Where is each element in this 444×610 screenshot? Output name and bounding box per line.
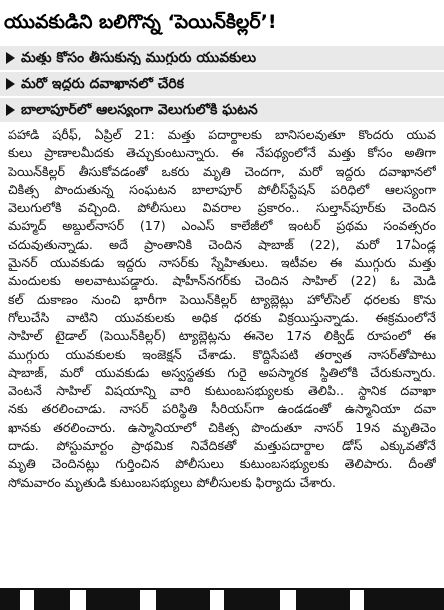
body-line: మృతి చెందినట్లు గుర్తించిన పోలీసులు కుటుంబసభ్యులకు తెలిపారు. దీంతో	[8, 456, 436, 472]
bullet-triangle-icon	[6, 52, 15, 64]
body-line: కల్ దుకాణం నుంచి భారీగా పెయిన్‌కిల్లర్ ట్యాబ్లెట్లు హోల్‌సెల్ ధరలకు కొను	[8, 291, 436, 307]
body-line: దాడు. పోస్టుమార్టం ప్రాథమిక నివేదికతో మత్తుపదార్థాల డోస్ ఎక్కువతోనే	[8, 438, 436, 454]
body-line: ముగ్గురు యువకులకు ఇంజెక్షన్ చేశాడు. కొద్దిసేపటి తర్వాత నాసర్‌తోపాటు	[8, 346, 436, 362]
body-line: పెయిన్‌కిల్లర్ తీసుకోవడంతో ఒకరు మృతి చెందగా, మరో ఇద్దరు దవాఖానలో	[8, 163, 436, 179]
bullet-text: మరో ఇద్దరు దవాఖానలో చేరిక	[21, 77, 185, 91]
article-body	[8, 126, 436, 566]
body-line: గోలుచేసి వాటిని యువకులకు అధిక ధరకు విక్రయిస్తున్నాడు. ఈక్రమంలోనే	[8, 309, 436, 325]
bullet-text: బాలాపూర్‌లో ఆలస్యంగా వెలుగులోకి ఘటన	[21, 103, 258, 117]
headline: యువకుడిని బలిగొన్న ‘పెయిన్‌కిల్లర్’!	[4, 10, 277, 33]
body-line: షాబాజ్, మరో యువకుడు అస్వస్థతకు గురై అపస్మారక స్థితిలోకి చేరుకున్నారు.	[8, 364, 436, 380]
body-line: వెలుగులోకి వచ్చింది. పోలీసులు వివరాల ప్రకారం.. సుల్తాన్‌పూర్‌కు చెందిన	[8, 200, 436, 216]
bullet-text: మత్తు కోసం తీసుకున్న ముగ్గురు యువకులు	[21, 51, 257, 65]
body-line: సాహిల్ టైడాల్ (పెయిన్‌కిల్లర్) ట్యాబ్లెట్లను ఈనెల 17న లిక్విడ్ రూపంలో ఈ	[8, 328, 436, 344]
body-line: నకు తరలించాడు. నాసర్ పరిస్థితి సీరియస్‌గా ఉండడంతో ఉస్మానియా దవా	[8, 401, 436, 417]
next-article-banner-edge	[0, 588, 444, 610]
banner-glyph-fragment	[210, 590, 224, 610]
body-line: కులు ప్రాణాలమీదకు తెచ్చుకుంటున్నారు. ఈ నేపథ్యంలోనే మత్తు కోసం అతిగా	[8, 145, 436, 161]
body-line: మహ్మద్ అబ్దుల్‌నాసర్ (17) ఎంఎస్ కాలేజీలో ఇంటర్ ప్రథమ సంవత్సరం	[8, 218, 436, 234]
body-line: చికిత్స పొందుతున్న సంఘటన బాలాపూర్ పోలీస్‌స్టేషన్ పరిధిలో ఆలస్యంగా	[8, 181, 436, 197]
banner-glyph-fragment	[140, 590, 156, 610]
banner-glyph-fragment	[70, 590, 86, 610]
body-line: వెంటనే సాహిల్ విషయాన్ని వారి కుటుంబసభ్యులకు తెలిపి.. స్థానిక దవాఖా	[8, 383, 436, 399]
body-line: చదువుతున్నాడు. అదే ప్రాంతానికి చెందిన షాబాజ్ (22), మరో 17ఏండ్ల	[8, 236, 436, 252]
bullet-item	[0, 72, 444, 96]
banner-glyph-fragment	[350, 590, 364, 610]
body-line: సోమవారం మృతుడి కుటుంబసభ్యులు పోలీసులకు ఫిర్యాదు చేశారు.	[8, 474, 336, 490]
bullet-item	[0, 46, 444, 70]
body-line: పహాడి షరీఫ్, ఏప్రిల్ 21: మత్తు పదార్థాలకు బానిసలవుతూ కొందరు యువ	[8, 127, 436, 142]
body-line: మందులకు అలవాటుపడ్డారు. షాహీన్‌నగర్‌కు చెందిన సాహిల్ (22) ఓ మెడి	[8, 273, 436, 289]
body-line: ఖానకు తరలించారు. ఉస్మానియాలో చికిత్స పొందుతూ నాసర్ 19న మృతిచెం	[8, 419, 436, 435]
bullet-triangle-icon	[6, 104, 15, 116]
banner-glyph-fragment	[20, 590, 34, 610]
bullet-list	[0, 46, 444, 124]
bullet-item	[0, 98, 444, 122]
bullet-triangle-icon	[6, 78, 15, 90]
banner-glyph-fragment	[280, 590, 296, 610]
body-line: మైనర్ యువకుడు ఇద్దరు నాసర్‌కు స్నేహితులు. ఇటీవల ఈ ముగ్గురు మత్తు	[8, 255, 436, 271]
